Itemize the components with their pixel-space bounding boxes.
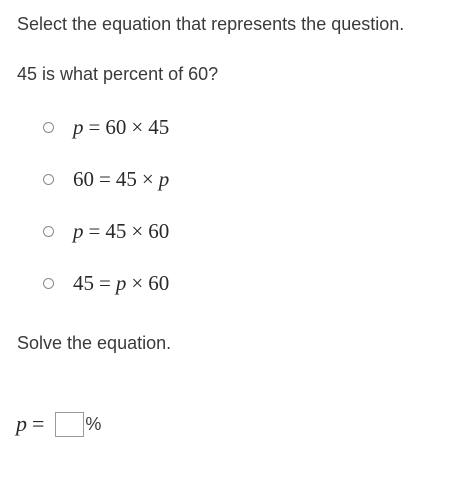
- equation-term: 60: [73, 166, 94, 191]
- equation-term: 45: [105, 218, 127, 243]
- equation-term: p: [73, 114, 84, 139]
- percent-unit: %: [85, 413, 102, 434]
- equation-operator: ×: [131, 114, 144, 139]
- equation-operator: ×: [131, 218, 144, 243]
- answer-input[interactable]: [55, 412, 84, 437]
- radio-button-icon[interactable]: [43, 226, 54, 237]
- equation-operator: =: [88, 114, 101, 139]
- solve-prompt: Solve the equation.: [17, 333, 172, 353]
- equation-operator: =: [99, 270, 111, 295]
- radio-button-icon[interactable]: [43, 278, 54, 289]
- equation-operator: ×: [141, 166, 154, 191]
- choice-option-4[interactable]: [40, 269, 169, 297]
- equation-term: 60: [148, 270, 170, 295]
- equation-term: 60: [148, 218, 170, 243]
- equation-term: 45: [148, 114, 170, 139]
- equation-operator: =: [88, 218, 101, 243]
- radio-button-icon[interactable]: [43, 174, 54, 185]
- answer-variable: p: [16, 411, 27, 436]
- choice-option-3[interactable]: [40, 217, 169, 245]
- equation-term: 45: [115, 166, 137, 191]
- answer-equals: =: [32, 411, 45, 436]
- choice-equation: [73, 219, 169, 244]
- answer-row: [16, 409, 101, 439]
- choice-option-1[interactable]: [40, 113, 169, 141]
- equation-term: p: [73, 218, 84, 243]
- answer-equation: [16, 411, 49, 437]
- equation-term: 60: [105, 114, 127, 139]
- equation-term: 45: [73, 270, 94, 295]
- equation-term: p: [115, 270, 127, 295]
- radio-button-icon[interactable]: [43, 122, 54, 133]
- equation-operator: =: [99, 166, 111, 191]
- instruction-text: Select the equation that represents the question.: [17, 14, 405, 34]
- choice-option-2[interactable]: [40, 165, 169, 193]
- choice-equation: [73, 115, 169, 140]
- equation-term: p: [158, 166, 170, 191]
- question-text: 45 is what percent of 60?: [17, 64, 219, 84]
- equation-operator: ×: [131, 270, 144, 295]
- choice-equation: [73, 167, 169, 192]
- choice-equation: [73, 271, 169, 296]
